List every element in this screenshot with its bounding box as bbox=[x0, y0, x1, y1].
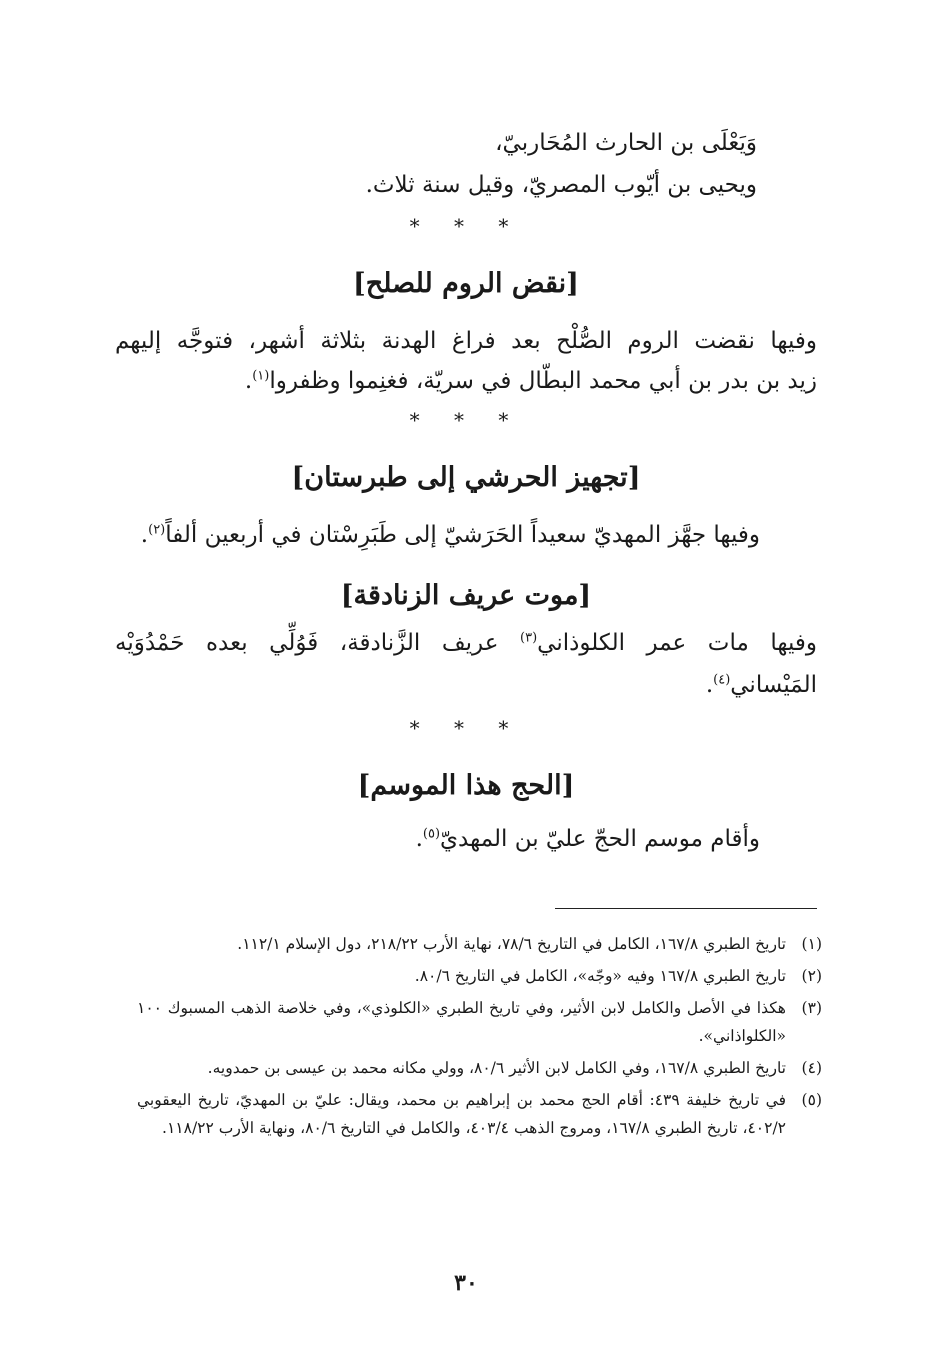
paragraph-line bbox=[115, 630, 817, 656]
paragraph-text: عريف الزَّنادقة، فَوُلِّي بعده حَمْدُوَيْه bbox=[115, 630, 521, 656]
section-heading-hajj: [الحج هذا الموسم] bbox=[357, 770, 575, 801]
section-separator: * * * bbox=[409, 408, 523, 432]
paragraph-line bbox=[706, 672, 817, 698]
section-separator: * * * bbox=[409, 214, 523, 238]
footnote-ref-1: (١) bbox=[252, 368, 270, 384]
section-heading-harashi: [تجهيز الحرشي إلى طبرستان] bbox=[291, 462, 641, 493]
period: . bbox=[244, 368, 253, 394]
section-heading-peace-breach: [نقض الروم للصلح] bbox=[353, 268, 579, 299]
footnote-divider bbox=[555, 908, 817, 909]
footnote-number: (٥) bbox=[801, 1091, 822, 1109]
section-heading-zanadiqa: [موت عريف الزنادقة] bbox=[340, 580, 592, 611]
footnote-number: (٤) bbox=[801, 1059, 822, 1077]
paragraph-line bbox=[416, 826, 760, 852]
paragraph-line bbox=[141, 522, 760, 548]
footnote-number: (١) bbox=[801, 935, 822, 953]
period: . bbox=[140, 522, 149, 548]
poem-line-1: وَيَعْلَى بن الحارث المُحَاربيّ، bbox=[495, 130, 757, 156]
footnote-ref-3: (٣) bbox=[520, 630, 538, 646]
section-separator: * * * bbox=[409, 716, 523, 740]
footnote-ref-5: (٥) bbox=[422, 826, 441, 842]
footnote-2 bbox=[137, 962, 822, 990]
footnote-number: (٢) bbox=[801, 967, 822, 985]
footnote-text: تاريخ الطبري ١٦٧/٨ وفيه «وجّه»، الكامل في التاريخ ٨٠/٦. bbox=[414, 967, 786, 985]
footnote-text: تاريخ الطبري ١٦٧/٨، وفي الكامل لابن الأثير ٨٠/٦، وولي مكانه محمد بن عيسى بن حمدويه. bbox=[207, 1059, 786, 1077]
paragraph-text: وفيها جهَّز المهديّ سعيداً الحَرَشيّ إلى طَبَرِسْتان في أربعين ألفاً bbox=[165, 522, 760, 548]
page-number: ٣٠ bbox=[454, 1270, 478, 1296]
footnote-text: في تاريخ خليفة ٤٣٩: أقام الحج محمد بن إبراهيم بن محمد، ويقال: عليّ بن المهديّ، تاريخ اليعقوبي ٤٠٢/٢، تاريخ الطبري ١٦٧/٨، ومروج الذهب ٤٠٣/٤، والكامل في التاريخ ٨٠/٦، ونهاية الأرب ١١٨/٢٢. bbox=[137, 1091, 786, 1137]
paragraph-line: وفيها نقضت الروم الصُّلْح بعد فراغ الهدنة بثلاثة أشهر، فتوجَّه إليهم bbox=[115, 328, 817, 354]
paragraph-text: وفيها مات عمر الكلوذاني bbox=[537, 630, 817, 656]
poem-line-2: ويحيى بن أيّوب المصريّ، وقيل سنة ثلاث. bbox=[365, 172, 757, 198]
period: . bbox=[415, 826, 423, 852]
paragraph-text: المَيْساني bbox=[730, 672, 817, 698]
paragraph-text: زيد بن بدر بن أبي محمد البطّال في سريّة، فغنِموا وظفروا bbox=[269, 368, 817, 394]
footnotes bbox=[137, 930, 822, 1146]
footnote-3 bbox=[137, 994, 822, 1050]
footnote-4 bbox=[137, 1054, 822, 1082]
footnote-5 bbox=[137, 1086, 822, 1142]
period: . bbox=[705, 672, 714, 698]
footnote-ref-4: (٤) bbox=[713, 672, 731, 688]
footnote-ref-2: (٢) bbox=[148, 522, 166, 538]
paragraph-line bbox=[245, 368, 817, 394]
footnote-number: (٣) bbox=[801, 999, 822, 1017]
footnote-1 bbox=[137, 930, 822, 958]
paragraph-text: وأقام موسم الحجّ عليّ بن المهديّ bbox=[440, 826, 760, 852]
footnote-text: تاريخ الطبري ١٦٧/٨، الكامل في التاريخ ٧٨/٦، نهاية الأرب ٢١٨/٢٢، دول الإسلام ١١٢/١. bbox=[237, 935, 786, 953]
footnote-text: هكذا في الأصل والكامل لابن الأثير، وفي تاريخ الطبري «الكلوذي»، وفي خلاصة الذهب المسبوك ١٠٠ «الكلواذاني». bbox=[137, 999, 786, 1045]
